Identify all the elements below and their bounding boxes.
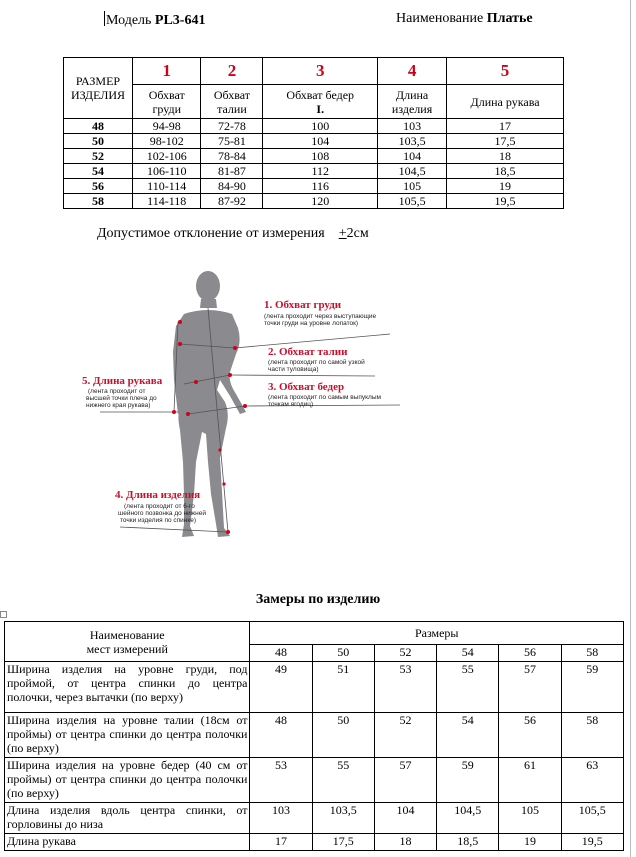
measurement-row [5, 662, 624, 713]
size-header-cell: 56 [499, 645, 561, 662]
measurements-title: Замеры по изделию [255, 592, 381, 607]
label-hips-note-1: (лента проходит по самым выпуклым [268, 394, 381, 401]
measurement-value: 50 [312, 713, 374, 758]
size-row-label: 52 [64, 149, 133, 164]
size-row-label: 54 [64, 164, 133, 179]
measurement-value: 19,5 [561, 834, 623, 851]
tolerance-note [97, 226, 369, 242]
model-heading [104, 11, 205, 29]
size-row [64, 134, 564, 149]
size-cell: 114-118 [133, 194, 201, 209]
size-cell: 102-106 [133, 149, 201, 164]
label-length-title: 4. Длина изделия [115, 489, 201, 501]
size-cell: 104 [263, 134, 378, 149]
measurement-value: 51 [312, 662, 374, 713]
size-row-label: 48 [64, 119, 133, 134]
measurement-value: 59 [561, 662, 623, 713]
label-length-note-2: шейного позвонка до нижней [118, 510, 206, 517]
page-edge-line [630, 0, 631, 857]
product-name-value: Платье [486, 11, 533, 26]
table-anchor-mark [0, 611, 7, 618]
size-cell: 78-84 [201, 149, 263, 164]
size-cell: 94-98 [133, 119, 201, 134]
size-row [64, 119, 564, 134]
measurement-value: 57 [499, 662, 561, 713]
size-row-label: 58 [64, 194, 133, 209]
measurement-value: 49 [250, 662, 312, 713]
measurement-value: 18 [374, 834, 436, 851]
measurement-value: 54 [437, 713, 499, 758]
label-chest-note-1: (лента проходит через выступающие [264, 313, 377, 320]
measurement-value: 104 [374, 803, 436, 834]
size-corner-header: РАЗМЕР ИЗДЕЛИЯ [64, 58, 133, 119]
measurement-row [5, 803, 624, 834]
measurement-value: 55 [437, 662, 499, 713]
measurement-name: Ширина изделия на уровне талии (18см от проймы) от центра спинки до центра полочки (по верху) [5, 713, 250, 758]
size-row [64, 149, 564, 164]
measurement-value: 19 [499, 834, 561, 851]
size-cell: 103,5 [378, 134, 447, 149]
size-cell: 72-78 [201, 119, 263, 134]
size-cell: 105,5 [378, 194, 447, 209]
measurement-name: Длина рукава [5, 834, 250, 851]
model-label: Модель [106, 13, 152, 28]
column-number-5: 5 [447, 58, 564, 85]
size-cell: 98-102 [133, 134, 201, 149]
size-cell: 104 [378, 149, 447, 164]
measurement-value: 57 [374, 758, 436, 803]
label-hips-note-2: точкам ягодиц) [268, 401, 314, 408]
size-cell: 104,5 [378, 164, 447, 179]
measurement-value: 63 [561, 758, 623, 803]
garment-measurements-table [4, 621, 624, 851]
column-number-4: 4 [378, 58, 447, 85]
tolerance-value: 2см [346, 226, 369, 241]
size-cell: 105 [378, 179, 447, 194]
size-cell: 84-90 [201, 179, 263, 194]
size-table-body [64, 119, 564, 209]
size-cell: 106-110 [133, 164, 201, 179]
measurement-name: Длина изделия вдоль центра спинки, от горловины до низа [5, 803, 250, 834]
label-waist-title: 2. Обхват талии [268, 346, 348, 358]
product-name-label: Наименование [396, 11, 484, 26]
text-cursor [104, 11, 105, 26]
measurement-value: 17,5 [312, 834, 374, 851]
size-cell: 100 [263, 119, 378, 134]
tolerance-text: Допустимое отклонение от измерения [97, 226, 325, 241]
size-cell: 19 [447, 179, 564, 194]
measurements-table-body [5, 662, 624, 851]
size-cell: 19,5 [447, 194, 564, 209]
size-row [64, 179, 564, 194]
measurement-value: 53 [250, 758, 312, 803]
column-title-hips: Обхват бедер I. [263, 85, 378, 119]
measurement-name: Ширина изделия на уровне бедер (40 см от проймы) от центра спинки до центра полочки (по верху) [5, 758, 250, 803]
size-cell: 18,5 [447, 164, 564, 179]
size-cell: 112 [263, 164, 378, 179]
product-name-heading [396, 11, 533, 27]
tolerance-sign: + [338, 226, 347, 241]
size-row [64, 194, 564, 209]
label-hips-title: 3. Обхват бедер [268, 381, 345, 393]
measurement-value: 55 [312, 758, 374, 803]
measurement-value: 105 [499, 803, 561, 834]
size-row-label: 50 [64, 134, 133, 149]
measurement-value: 53 [374, 662, 436, 713]
label-sleeve-note-1: (лента проходит от [88, 388, 146, 395]
size-header-cell: 58 [561, 645, 623, 662]
size-row [64, 164, 564, 179]
size-cell: 103 [378, 119, 447, 134]
label-sleeve-title: 5. Длина рукава [82, 375, 163, 387]
size-header-cell: 54 [437, 645, 499, 662]
measurement-value: 61 [499, 758, 561, 803]
column-title-chest: Обхват груди [133, 85, 201, 119]
size-cell: 17,5 [447, 134, 564, 149]
measurement-value: 52 [374, 713, 436, 758]
measurement-row [5, 713, 624, 758]
measurement-row [5, 834, 624, 851]
size-header-cell: 48 [250, 645, 312, 662]
label-sleeve-note-3: нижнего края рукава) [86, 402, 151, 409]
column-number-1: 1 [133, 58, 201, 85]
label-waist-note-2: части туловища) [268, 366, 319, 373]
measurement-row [5, 758, 624, 803]
size-cell: 120 [263, 194, 378, 209]
model-value: PL3-641 [154, 13, 206, 28]
measurement-value: 105,5 [561, 803, 623, 834]
label-chest-title: 1. Обхват груди [264, 299, 342, 311]
size-cell: 116 [263, 179, 378, 194]
size-cell: 87-92 [201, 194, 263, 209]
measurement-value: 103,5 [312, 803, 374, 834]
size-cell: 108 [263, 149, 378, 164]
size-header-cell: 50 [312, 645, 374, 662]
measurement-name: Ширина изделия на уровне груди, под проймой, от центра спинки до центра полочки, через вытачки (по верху) [5, 662, 250, 713]
measurement-value: 56 [499, 713, 561, 758]
label-waist-note-1: (лента проходит по самой узкой [268, 359, 365, 366]
size-cell: 17 [447, 119, 564, 134]
size-cell: 18 [447, 149, 564, 164]
size-cell: 110-114 [133, 179, 201, 194]
column-number-2: 2 [201, 58, 263, 85]
column-title-length: Длина изделия [378, 85, 447, 119]
measurement-value: 104,5 [437, 803, 499, 834]
measurement-value: 17 [250, 834, 312, 851]
label-sleeve-note-2: высшей точки плеча до [86, 395, 157, 402]
measurement-value: 103 [250, 803, 312, 834]
column-number-3: 3 [263, 58, 378, 85]
sizes-header: Размеры [250, 622, 624, 645]
measurement-value: 48 [250, 713, 312, 758]
label-length-note-1: (лента проходит от 6-го [124, 503, 195, 510]
size-chart-table [63, 57, 564, 209]
measurement-value: 59 [437, 758, 499, 803]
column-title-sleeve: Длина рукава [447, 85, 564, 119]
measurement-value: 18,5 [437, 834, 499, 851]
size-cell: 75-81 [201, 134, 263, 149]
body-measurement-diagram [70, 262, 415, 552]
measure-name-header: Наименование мест измерений [5, 622, 250, 662]
label-chest-note-2: точки груди на уровне лопаток) [264, 320, 359, 327]
size-header-cell: 52 [374, 645, 436, 662]
size-cell: 81-87 [201, 164, 263, 179]
size-row-label: 56 [64, 179, 133, 194]
measurement-value: 58 [561, 713, 623, 758]
column-title-waist: Обхват талии [201, 85, 263, 119]
label-length-note-3: точки изделия по спинке) [120, 517, 197, 524]
